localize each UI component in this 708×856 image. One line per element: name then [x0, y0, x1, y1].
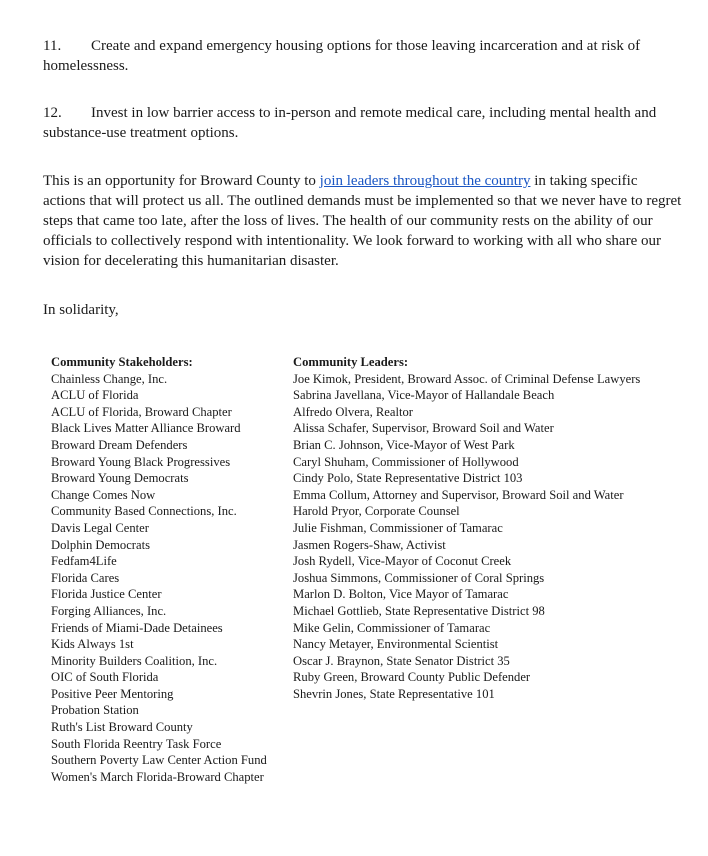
stakeholder-item: Positive Peer Mentoring — [51, 686, 174, 701]
stakeholder-item: Fedfam4Life — [51, 554, 117, 569]
stakeholder-item: Davis Legal Center — [51, 520, 149, 535]
stakeholder-item: Southern Poverty Law Center Action Fund — [51, 753, 267, 768]
leader-item: Marlon D. Bolton, Vice Mayor of Tamarac — [293, 587, 509, 602]
signoff: In solidarity, — [43, 302, 119, 318]
stakeholders-list — [51, 371, 286, 786]
leaders-column — [293, 354, 693, 702]
demand-text: Invest in low barrier access to in-person and remote medical care, including mental health and substance-use treatment options. — [43, 105, 657, 141]
stakeholder-item: Ruth's List Broward County — [51, 720, 193, 735]
leader-item: Alfredo Olvera, Realtor — [293, 404, 413, 419]
leader-item: Josh Rydell, Vice-Mayor of Coconut Creek — [293, 554, 512, 569]
leader-item: Nancy Metayer, Environmental Scientist — [293, 637, 499, 652]
demand-text: Create and expand emergency housing options for those leaving incarceration and at risk of homelessness. — [43, 38, 641, 74]
stakeholder-item: Broward Young Black Progressives — [51, 454, 231, 469]
demand-item-12 — [43, 103, 683, 143]
stakeholder-item: ACLU of Florida, Broward Chapter — [51, 404, 232, 419]
stakeholder-item: Probation Station — [51, 703, 139, 718]
stakeholder-item: Black Lives Matter Alliance Broward — [51, 421, 241, 436]
stakeholder-item: Broward Young Democrats — [51, 471, 189, 486]
demand-number: 12. — [43, 105, 62, 121]
stakeholder-item: Florida Justice Center — [51, 587, 162, 602]
leader-item: Oscar J. Braynon, State Senator District 35 — [293, 653, 510, 668]
stakeholder-item: Chainless Change, Inc. — [51, 371, 168, 386]
leader-item: Cindy Polo, State Representative District 103 — [293, 471, 523, 486]
closing-text-after-link: in taking specific actions that will protect us all. The outlined demands must be implemented so that we never have to regret steps that came too late, after the loss of lives. The health of our community rests on the ability of our officials to collectively respond with intentionality. We look forward to working with all who share our vision for decelerating this humanitarian disaster. — [43, 173, 682, 269]
leader-item: Julie Fishman, Commissioner of Tamarac — [293, 520, 503, 535]
stakeholder-item: Women's March Florida-Broward Chapter — [51, 769, 264, 784]
stakeholder-item: ACLU of Florida — [51, 388, 139, 403]
leader-item: Harold Pryor, Corporate Counsel — [293, 504, 460, 519]
stakeholder-item: Forging Alliances, Inc. — [51, 603, 167, 618]
stakeholder-item: Kids Always 1st — [51, 637, 134, 652]
stakeholder-item: Florida Cares — [51, 570, 120, 585]
leader-item: Ruby Green, Broward County Public Defender — [293, 670, 531, 685]
demand-number: 11. — [43, 38, 62, 54]
leaders-heading: Community Leaders: — [293, 355, 409, 369]
leader-item: Mike Gelin, Commissioner of Tamarac — [293, 620, 491, 635]
stakeholder-item: Minority Builders Coalition, Inc. — [51, 653, 218, 668]
stakeholder-item: Friends of Miami-Dade Detainees — [51, 620, 223, 635]
stakeholder-item: Change Comes Now — [51, 487, 156, 502]
closing-paragraph — [43, 171, 683, 271]
demand-item-11 — [43, 36, 683, 76]
stakeholder-item: Dolphin Democrats — [51, 537, 150, 552]
stakeholders-column — [51, 354, 286, 785]
join-leaders-link[interactable]: join leaders throughout the country — [319, 173, 531, 189]
leader-item: Jasmen Rogers-Shaw, Activist — [293, 537, 446, 552]
leader-item: Alissa Schafer, Supervisor, Broward Soil and Water — [293, 421, 554, 436]
stakeholder-item: South Florida Reentry Task Force — [51, 736, 222, 751]
stakeholder-item: Broward Dream Defenders — [51, 437, 188, 452]
leader-item: Joshua Simmons, Commissioner of Coral Springs — [293, 570, 545, 585]
leaders-list — [293, 371, 693, 703]
leader-item: Joe Kimok, President, Broward Assoc. of Criminal Defense Lawyers — [293, 371, 641, 386]
leader-item: Sabrina Javellana, Vice-Mayor of Hallandale Beach — [293, 388, 555, 403]
stakeholder-item: Community Based Connections, Inc. — [51, 504, 237, 519]
closing-text-before-link: This is an opportunity for Broward County to — [43, 173, 320, 189]
leader-item: Emma Collum, Attorney and Supervisor, Broward Soil and Water — [293, 487, 624, 502]
leader-item: Shevrin Jones, State Representative 101 — [293, 686, 495, 701]
leader-item: Michael Gottlieb, State Representative District 98 — [293, 603, 545, 618]
stakeholder-item: OIC of South Florida — [51, 670, 159, 685]
leader-item: Brian C. Johnson, Vice-Mayor of West Park — [293, 437, 515, 452]
leader-item: Caryl Shuham, Commissioner of Hollywood — [293, 454, 519, 469]
stakeholders-heading: Community Stakeholders: — [51, 355, 193, 369]
